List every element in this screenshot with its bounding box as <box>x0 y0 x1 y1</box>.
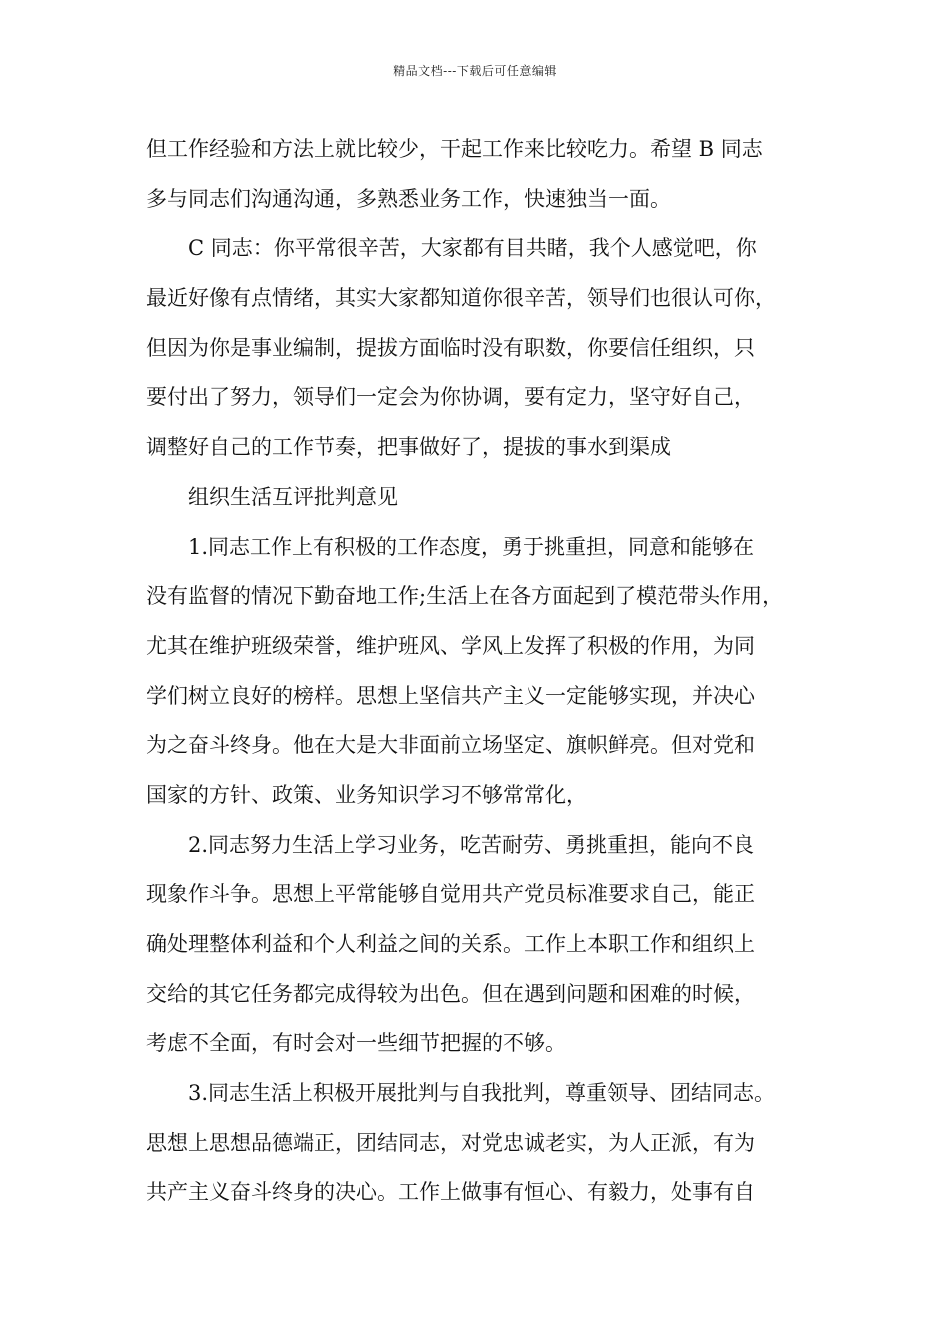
text-line: 但工作经验和方法上就比较少，干起工作来比较吃力。希望 B 同志 <box>146 137 763 161</box>
document-body <box>146 125 826 1218</box>
text-line: 交给的其它任务都完成得较为出色。但在遇到问题和困难的时候， <box>146 981 755 1006</box>
paragraph-first-line: 1.同志工作上有积极的工作态度，勇于挑重担，同意和能够在 <box>188 534 755 559</box>
text-line: 为之奋斗终身。他在大是大非面前立场坚定、旗帜鲜亮。但对党和 <box>146 733 755 758</box>
text-line: 考虑不全面，有时会对一些细节把握的不够。 <box>146 1031 566 1056</box>
text-line: 尤其在维护班级荣誉，维护班风、学风上发挥了积极的作用，为同 <box>146 633 755 658</box>
text-line: 国家的方针、政策、业务知识学习不够常常化， <box>146 782 587 807</box>
text-line: 没有监督的情况下勤奋地工作;生活上在各方面起到了模范带头作用， <box>146 584 784 609</box>
text-line: 学们树立良好的榜样。思想上坚信共产主义一定能够实现，并决心 <box>146 683 755 708</box>
page-header: 精品文档---下载后可任意编辑 <box>393 64 557 78</box>
text-line: 多与同志们沟通沟通，多熟悉业务工作，快速独当一面。 <box>146 186 671 211</box>
text-line: 共产主义奋斗终身的决心。工作上做事有恒心、有毅力，处事有自 <box>146 1180 755 1205</box>
paragraph-first-line: C 同志：你平常很辛苦，大家都有目共睹，我个人感觉吧，你 <box>188 236 757 261</box>
paragraph-first-line: 3.同志生活上积极开展批判与自我批判，尊重领导、团结同志。 <box>188 1081 776 1106</box>
text-line: 现象作斗争。思想上平常能够自觉用共产党员标准要求自己，能正 <box>146 882 755 907</box>
paragraph-first-line: 2.同志努力生活上学习业务，吃苦耐劳、勇挑重担，能向不良 <box>188 832 755 857</box>
text-line: 确处理整体利益和个人利益之间的关系。工作上本职工作和组织上 <box>146 932 755 956</box>
text-line: 要付出了努力，领导们一定会为你协调，要有定力，坚守好自己， <box>146 385 755 410</box>
text-line: 但因为你是事业编制，提拔方面临时没有职数，你要信任组织，只 <box>146 335 755 360</box>
text-line: 最近好像有点情绪，其实大家都知道你很辛苦，领导们也很认可你， <box>146 286 776 311</box>
text-line: 思想上思想品德端正，团结同志，对党忠诚老实，为人正派，有为 <box>146 1130 755 1155</box>
section-heading: 组织生活互评批判意见 <box>188 484 398 509</box>
text-line: 调整好自己的工作节奏，把事做好了，提拔的事水到渠成 <box>146 435 671 460</box>
